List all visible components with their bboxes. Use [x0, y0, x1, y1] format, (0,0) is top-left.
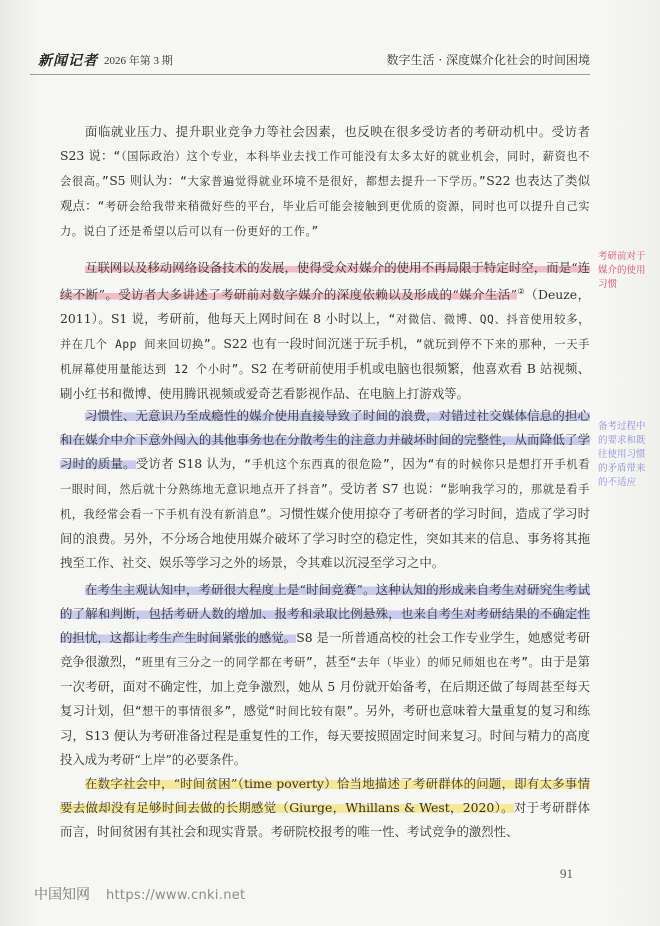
text: S22 也有一段时间沉迷于玩手机， [223, 336, 416, 352]
highlight-blue: 在考生主观认知中，考研很大程度上是“时间竞赛”。这种认知的形成来自考生对研究生考试的了解和判断，包括考研人数的增加、报考和录取比例悬殊，也来自考生对考研结果的不确定性的担忧，这都让考生产生时间紧张的感觉。 [60, 582, 590, 645]
interview-quote: “对微信、微博、QQ、抖音使用较多，并在几个 App 间来回切换”。 [60, 313, 590, 352]
interview-quote: “班里有三分之一的同学都在考研”， [134, 656, 326, 669]
text: S8 是一所普通高校的社会工作专业学生，她感觉考研竞争很激烈， [60, 630, 591, 669]
text: 对于考研群体而言，时间贫困有其社会和现实背景。考研院校报考的唯一性、考试竞争的激烈性、 [60, 800, 590, 839]
interview-quote: “考研会给我带来稍微好些的平台，毕业后可能会接触到更优质的资源，同时也可以提升自己实力。说白了还是希望以后可以有一份更好的工作。” [60, 200, 590, 238]
text: 面临就业压力、提升职业竞争力等社会因素，也反映在很多受访者的考研动机中。受访者 S23 说： [60, 124, 590, 163]
running-title: 数字生活 · 深度媒介化社会的时间困境 [386, 53, 590, 67]
footnote-marker: ② [517, 287, 526, 296]
journal-logo: 新闻记者 [38, 53, 98, 69]
interview-quote: “去年（毕业）的师兄师姐也在考”。 [349, 656, 541, 669]
text: 甚至 [325, 654, 350, 669]
paragraph-5 [60, 772, 590, 844]
text: 习惯性媒介使用掠夺了考研者的学习时间，造成了学习时间的浪费。另外，不分场合地使用媒介破坏了学习时空的稳定性，突如其来的信息、事务将其拖拽至工作、社交、娱乐等学习之外的场景，令其难以沉浸至学习之中。 [60, 506, 590, 570]
margin-note-red: 考研前对于媒介的使用习惯 [598, 251, 646, 290]
interview-quote: “大家普遍觉得就业环境不是很好，都想去提升一下学历。” [180, 175, 487, 188]
interview-quote: “有的时候你只是想打开手机看一眼时间，然后就十分熟练地无意识地点开了抖音”。 [60, 458, 591, 496]
interview-quote: “手机这个东西真的很危险”， [244, 458, 403, 471]
text: 另外，考研也意味着大量重复的复习和练习，S13 便认为考研准备过程是重复性的工作，每天要按照固定时间来复习。时间与精力的高度投入成为考研“上岸”的必要条件。 [60, 703, 591, 767]
text: 感觉 [243, 703, 269, 718]
text: S2 在考研前使用手机或电脑也很频繁，他喜欢看 B 站视频、刷小红书和微博、使用腾讯视频或爱奇艺看影视作品、在电脑上打游戏等。 [60, 361, 591, 402]
interview-quote: “想干的事情很多”， [134, 705, 244, 718]
interview-quote: “影响我学习的，那就是看手机，我经常会看一下手机有没有新消息”。 [60, 483, 590, 521]
text: 由于是第一次考研，面对不确定性，加上竞争激烈，她从 5 月份就开始备考，在后期还做了每周甚至每天复习计划，但 [60, 654, 590, 718]
text: S5 则认为： [109, 173, 181, 188]
cnki-logo-text: 中国知网 [34, 887, 90, 903]
cnki-url[interactable]: https://www.cnki.net [106, 888, 246, 903]
issue-label: 2026 年第 3 期 [104, 55, 173, 67]
page-header [30, 48, 590, 75]
paragraph-2 [60, 256, 590, 406]
paragraph-1 [60, 120, 590, 244]
highlight-red: 互联网以及移动网络设备技术的发展，使得受众对媒介的使用不再局限于特定时空，而是“连续不断”。受访者大多讲述了考研前对数字媒介的深度依赖以及形成的“媒介生活” [60, 260, 590, 303]
text: 因为 [402, 456, 428, 471]
margin-note-blue: 备考过程中的要求和既往使用习惯的矛盾带来的不适应 [598, 421, 646, 488]
footer-watermark [34, 884, 245, 904]
paragraph-3 [60, 404, 590, 575]
text: （Deuze，2011）。S1 说，考研前，他每天上网时间在 8 小时以上， [60, 287, 590, 327]
text: 受访者 S18 认为， [135, 456, 245, 471]
paragraph-4 [60, 578, 590, 772]
interview-quote: “时间比较有限”。 [268, 705, 366, 718]
highlight-blue: 习惯性、无意识乃至成瘾性的媒介使用直接导致了时间的浪费，对错过社交媒体信息的担心和在媒介中介下意外闯入的其他事务也在分散考生的注意力并破坏时间的完整性，从而降低了学习时的质量。 [60, 408, 590, 471]
interview-quote: “（国际政治）这个专业，本科毕业去找工作可能没有太多太好的就业机会，同时，薪资也不会很高。” [60, 150, 590, 188]
text: 受访者 S7 也说： [340, 481, 441, 496]
page-number: 91 [560, 866, 573, 881]
highlight-yellow: 在数字社会中，“时间贫困”（time poverty）恰当地描述了考研群体的问题，即有太多事情要去做却没有足够时间去做的长期感觉（Giurge，Whillans & West，2020）。 [60, 776, 590, 815]
interview-quote: “就玩到停不下来的那种，一天手机屏幕使用量能达到 12 个小时”。 [60, 338, 590, 377]
text: S22 也表达了类似观点： [60, 173, 591, 213]
